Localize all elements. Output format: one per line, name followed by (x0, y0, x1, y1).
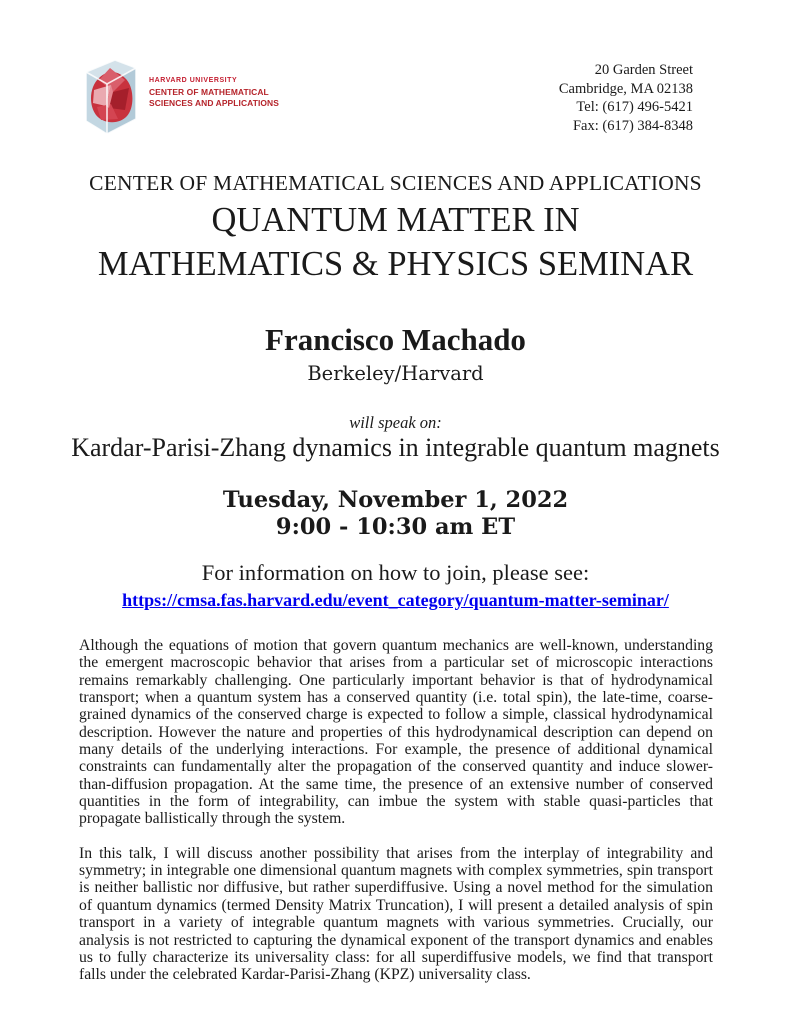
address-fax: Fax: (617) 384-8348 (572, 117, 693, 134)
logo-line-university: HARVARD UNIVERSITY (149, 77, 238, 84)
organization-title: CENTER OF MATHEMATICAL SCIENCES AND APPLICATIONS (89, 171, 702, 195)
speaker-name: Francisco Machado (265, 322, 526, 357)
talk-title: Kardar-Parisi-Zhang dynamics in integrable quantum magnets (71, 433, 720, 462)
cmsa-logo-icon (84, 56, 138, 136)
seminar-title-line2: MATHEMATICS & PHYSICS SEMINAR (97, 245, 694, 283)
join-url-wrapper (0, 590, 791, 611)
contact-address-block (559, 61, 693, 135)
address-tel: Tel: (617) 496-5421 (576, 99, 693, 115)
abstract-section (79, 637, 713, 984)
event-time: 9:00 - 10:30 am ET (275, 514, 516, 540)
seminar-link[interactable]: https://cmsa.fas.harvard.edu/event_category/quantum-matter-seminar/ (122, 590, 669, 610)
schedule-block (0, 487, 791, 541)
logo-line-sciences: SCIENCES AND APPLICATIONS (149, 97, 279, 108)
event-date: Tuesday, November 1, 2022 (222, 487, 569, 513)
join-info-label: For information on how to join, please see: (201, 560, 590, 585)
abstract-paragraph-1: Although the equations of motion that govern quantum mechanics are well-known, understanding the emergent macroscopic behavior that arises from a particular set of microscopic interactions remains remarkably challenging. One particularly important behavior is that of hydrodynamical transport; when a quantum system has a conserved quantity (i.e. total spin), the late-time, coarse-grained dynamics of the conserved charge is expected to follow a simple, classical hydrodynamical description. However the nature and properties of this hydrodynamical description can depend on many details of the underlying interactions. For example, the presence of additional dynamical constraints can fundamentally alter the propagation of the conserved quantity and induce slower-than-diffusion propagation. At the same time, the presence of an extensive number of conserved quantities in the form of integrability, can imbue the system with stable quasi-particles that propagate ballistically through the system. (79, 637, 713, 828)
seminar-title-line1: QUANTUM MATTER IN (211, 201, 580, 239)
logo-line-center: CENTER OF MATHEMATICAL (149, 87, 269, 97)
speaker-affiliation: Berkeley/Harvard (307, 362, 484, 385)
lead-in-text: will speak on: (349, 413, 442, 432)
logo-wordmark (149, 77, 279, 108)
address-city: Cambridge, MA 02138 (558, 80, 693, 97)
address-street: 20 Garden Street (594, 62, 693, 78)
seminar-series-title (0, 198, 791, 286)
abstract-paragraph-2: In this talk, I will discuss another possibility that arises from the interplay of integrability and symmetry; in integrable one dimensional quantum magnets with complex symmetries, spin transport is neither ballistic nor diffusive, but rather superdiffusive. Using a novel method for the simulation of quantum dynamics (termed Density Matrix Truncation), I will present a detailed analysis of spin transport in a variety of integrable quantum magnets with various symmetries. Crucially, our analysis is not restricted to capturing the dynamical exponent of the transport dynamics and enables us to fully characterize its universality class: for all superdiffusive models, we find that transport falls under the celebrated Kardar-Parisi-Zhang (KPZ) universality class. (79, 844, 713, 984)
